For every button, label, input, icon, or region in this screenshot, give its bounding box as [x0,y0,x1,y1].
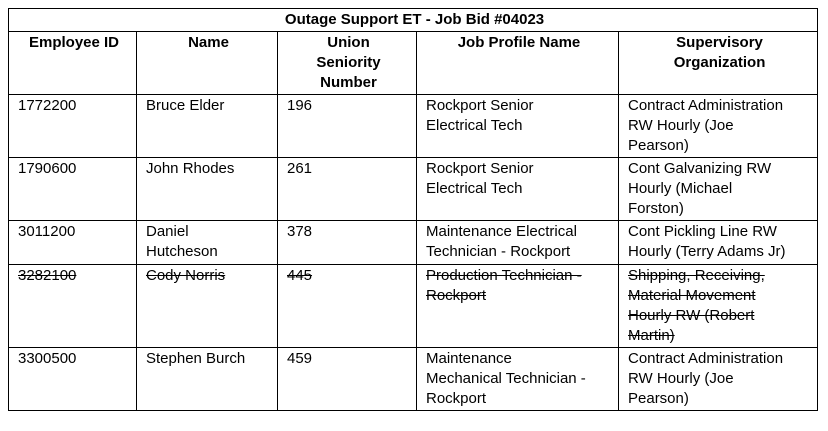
job-profile-line: Rockport [426,390,487,407]
header-row [9,32,818,95]
organization-line: RW Hourly (Joe [628,370,734,387]
job-profile-line: Rockport Senior [426,97,534,114]
header-line: Union [327,34,370,51]
column-header-supervisory-organization [619,32,818,95]
job-profile-line: Rockport [426,287,487,304]
header-line: Name [188,34,229,51]
table-row [9,221,818,265]
name-cell [137,95,278,158]
job-profile-line: Maintenance [426,350,512,367]
job-profile-cell [417,348,619,411]
name-line: Hutcheson [146,243,218,260]
organization-line: Pearson) [628,390,689,407]
header-line: Job Profile Name [457,34,581,51]
organization-cell [619,95,818,158]
job-profile-cell [417,221,619,265]
job-profile-line: Mechanical Technician - [426,370,586,387]
organization-line: Cont Galvanizing RW [628,160,772,177]
header-line: Organization [673,54,766,71]
job-profile-cell [417,265,619,348]
employee-id-cell: 1790600 [9,158,137,221]
organization-line: Shipping, Receiving, [628,267,765,284]
header-line: Employee ID [28,34,120,51]
name-line: Stephen Burch [146,350,246,367]
organization-line: Cont Pickling Line RW [628,223,777,240]
employee-id-cell: 3282100 [9,265,137,348]
employee-id-cell: 3300500 [9,348,137,411]
name-line: Bruce Elder [146,97,225,114]
organization-line: Hourly (Terry Adams Jr) [628,243,786,260]
header-line: Supervisory [676,34,763,51]
column-header-job-profile-name [417,32,619,95]
job-profile-line: Technician - Rockport [426,243,571,260]
job-profile-line: Rockport Senior [426,160,534,177]
organization-line: Contract Administration [628,350,784,367]
organization-cell [619,348,818,411]
job-profile-cell [417,158,619,221]
employee-id-cell: 3011200 [9,221,137,265]
name-cell [137,158,278,221]
job-bid-table [8,8,818,411]
name-line: Cody Norris [146,267,226,284]
organization-line: Material Movement [628,287,756,304]
seniority-cell: 261 [278,158,417,221]
name-cell [137,348,278,411]
seniority-cell: 445 [278,265,417,348]
column-header-employee-id [9,32,137,95]
seniority-cell: 196 [278,95,417,158]
organization-line: Forston) [628,200,684,217]
organization-line: Hourly (Michael [628,180,733,197]
organization-line: Hourly RW (Robert [628,307,755,324]
organization-cell [619,221,818,265]
name-line: Daniel [146,223,189,240]
job-profile-line: Maintenance Electrical [426,223,577,240]
name-line: John Rhodes [146,160,235,177]
job-profile-line: Electrical Tech [426,117,523,134]
job-profile-cell [417,95,619,158]
organization-line: RW Hourly (Joe [628,117,734,134]
organization-line: Pearson) [628,137,689,154]
header-line: Number [320,74,377,91]
job-profile-line: Production Technician - [426,267,582,284]
organization-line: Contract Administration [628,97,784,114]
organization-line: Martin) [628,327,675,344]
name-cell [137,265,278,348]
organization-cell [619,265,818,348]
table-row-struck [9,265,818,348]
seniority-cell: 459 [278,348,417,411]
table-row [9,158,818,221]
name-cell [137,221,278,265]
employee-id-cell: 1772200 [9,95,137,158]
column-header-union-seniority-number [278,32,417,95]
job-profile-line: Electrical Tech [426,180,523,197]
seniority-cell: 378 [278,221,417,265]
column-header-name [137,32,278,95]
table-title: Outage Support ET - Job Bid #04023 [9,9,818,32]
organization-cell [619,158,818,221]
table-row [9,348,818,411]
table-row [9,95,818,158]
header-line: Seniority [316,54,381,71]
